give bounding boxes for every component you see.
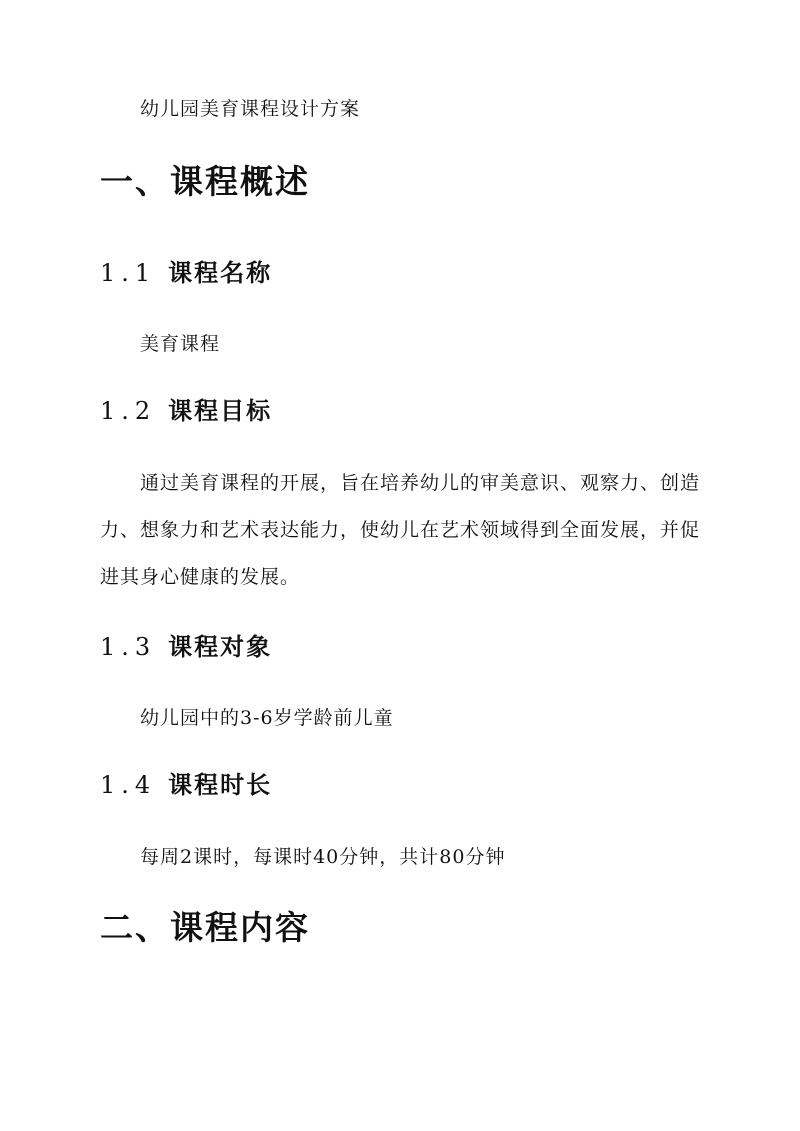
subsection-heading-course-name	[100, 257, 272, 289]
course-name-text: 美育课程	[140, 333, 221, 355]
section-heading-content: 二、课程内容	[100, 908, 310, 947]
subsection-heading-course-goal	[100, 395, 272, 427]
section-heading-overview: 一、课程概述	[100, 162, 310, 201]
subsection-title: 课程时长	[168, 770, 273, 799]
subsection-number: 1.2	[100, 397, 157, 425]
subsection-title: 课程对象	[168, 632, 273, 661]
course-audience-text: 幼儿园中的3-6岁学龄前儿童	[140, 707, 394, 729]
document-title: 幼儿园美育课程设计方案	[140, 98, 361, 120]
course-duration-text: 每周2课时，每课时40分钟，共计80分钟	[140, 846, 506, 868]
subsection-title: 课程名称	[168, 258, 273, 287]
course-goal-text: 通过美育课程的开展，旨在培养幼儿的审美意识、观察力、创造力、想象力和艺术表达能力，使幼儿在艺术领域得到全面发展，并促进其身心健康的发展。	[100, 472, 701, 588]
subsection-number: 1.3	[100, 633, 157, 661]
subsection-heading-course-audience	[100, 631, 272, 663]
subsection-number: 1.1	[100, 259, 157, 287]
subsection-heading-course-duration	[100, 769, 272, 801]
subsection-number: 1.4	[100, 771, 157, 799]
subsection-title: 课程目标	[168, 396, 273, 425]
